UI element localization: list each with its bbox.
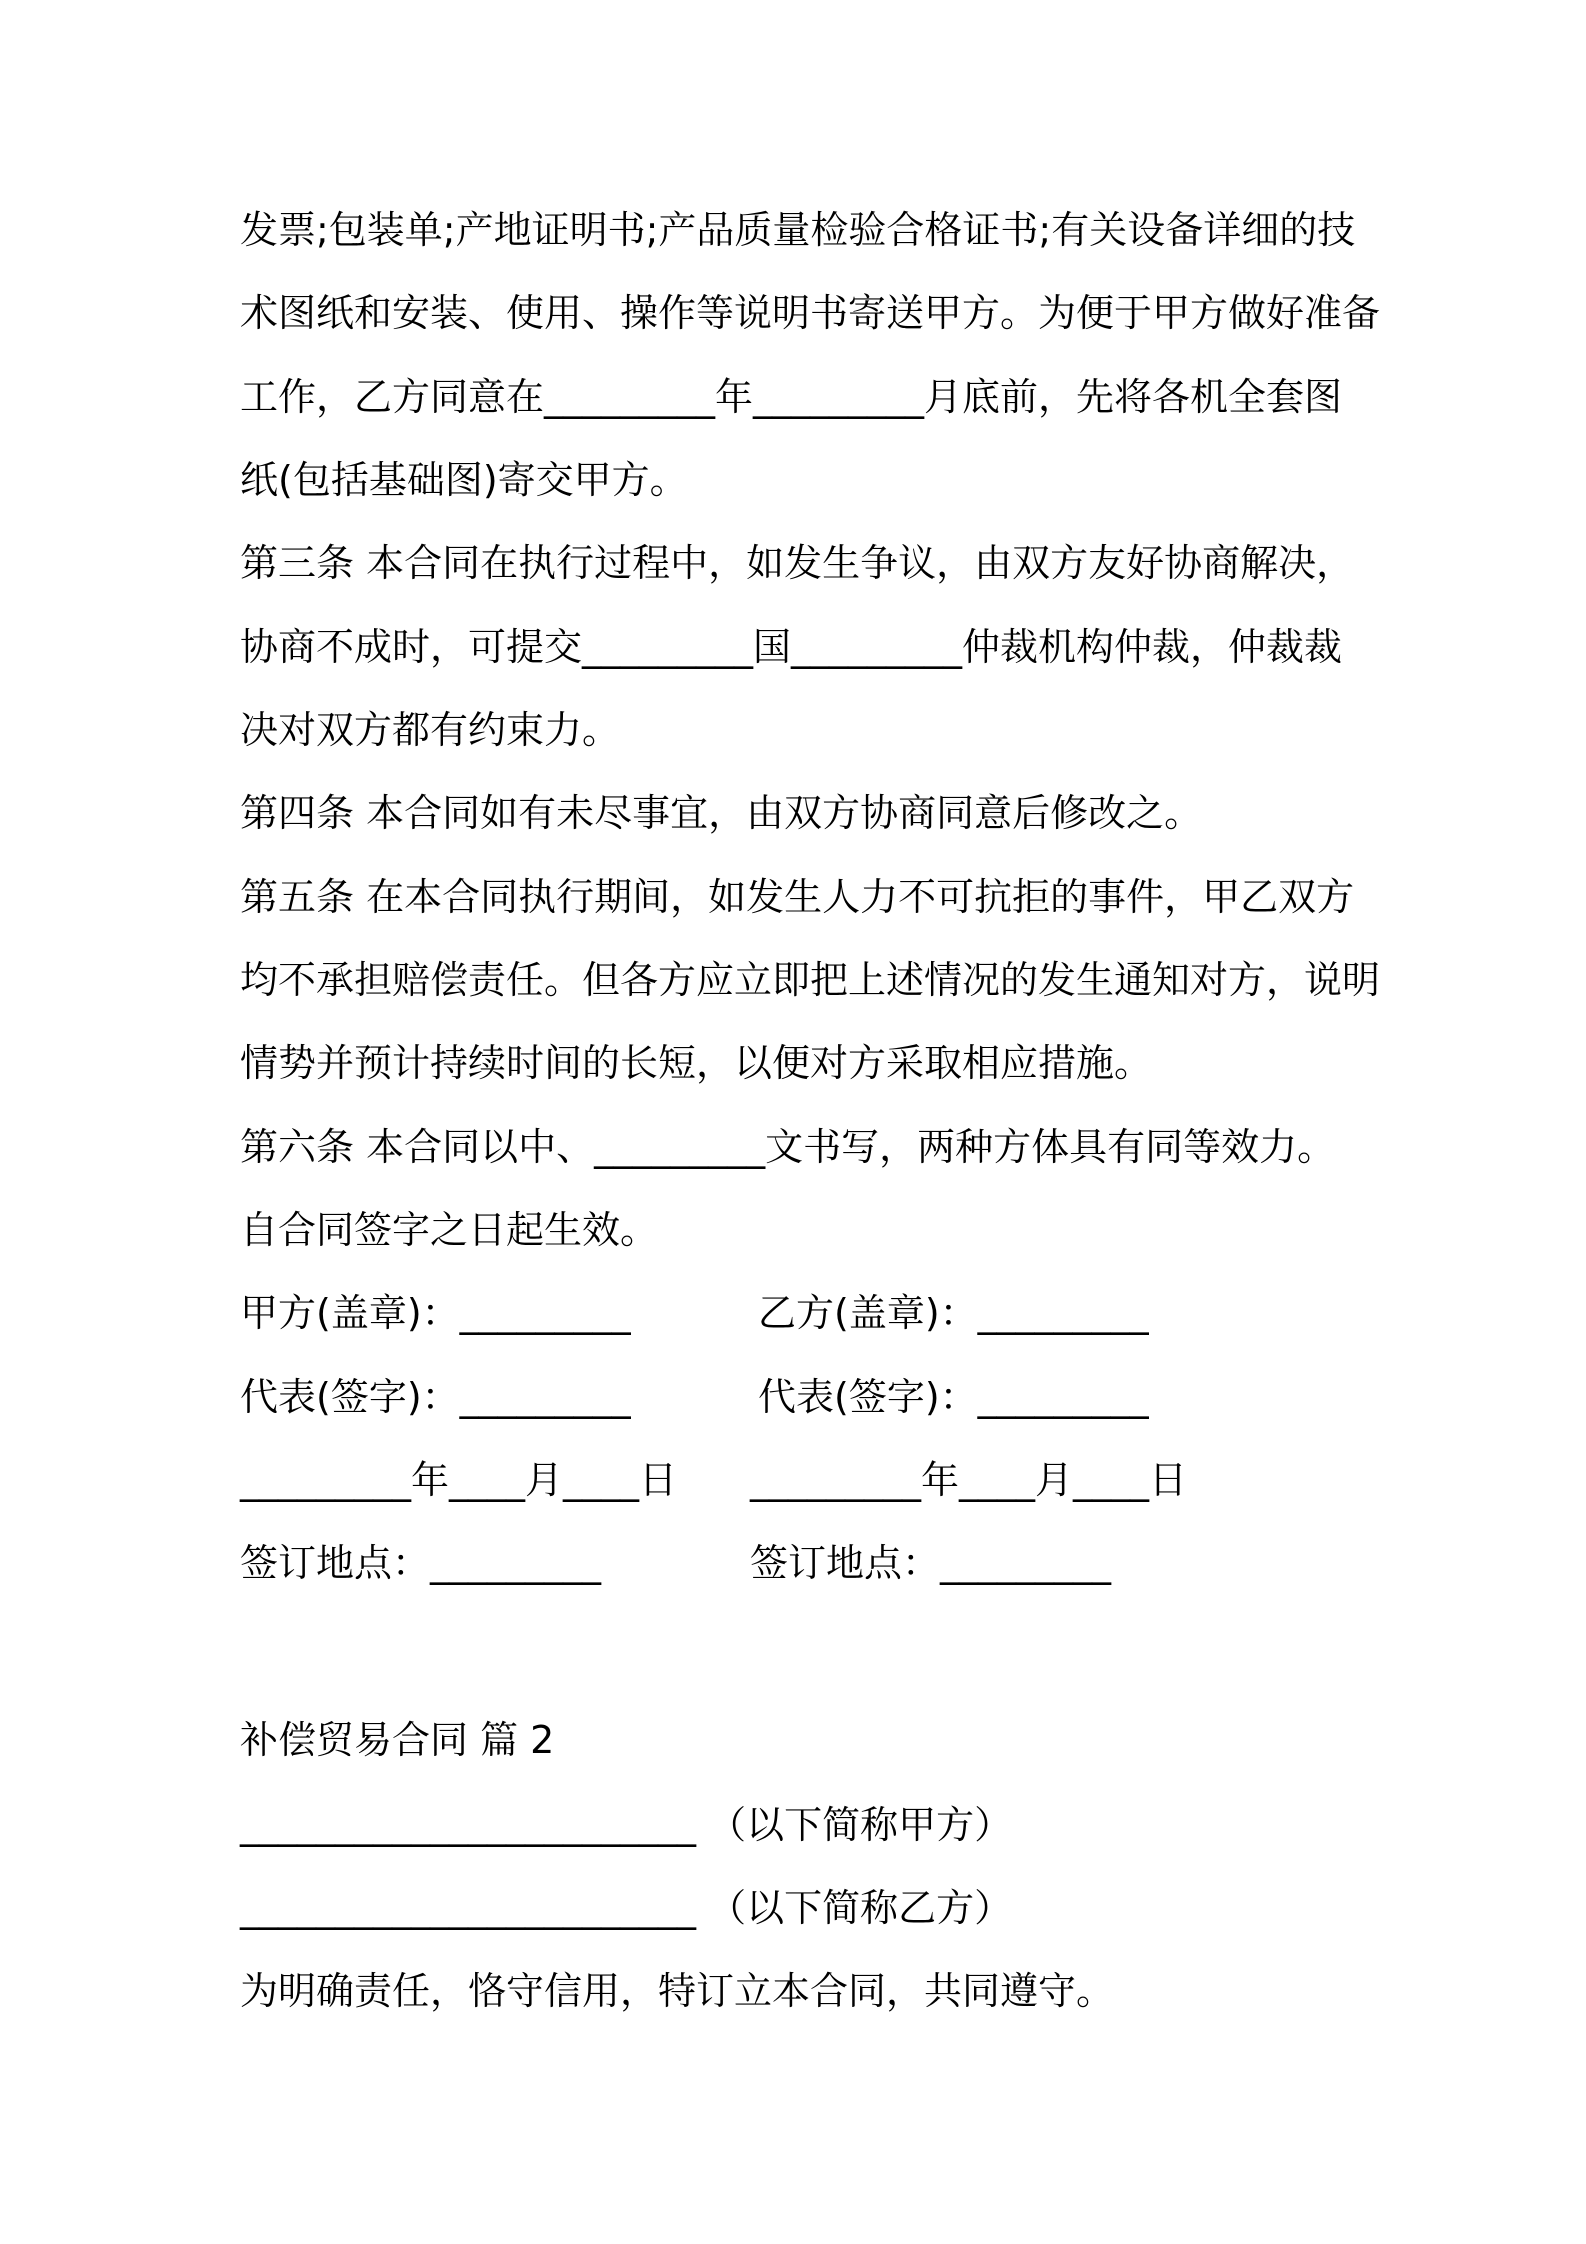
article-5: 第五条 在本合同执行期间，如发生人力不可抗拒的事件，甲乙双方 bbox=[240, 875, 1355, 919]
article-4: 第四条 本合同如有未尽事宜，由双方协商同意后修改之。 bbox=[240, 791, 1203, 835]
article-3: 第三条 本合同在执行过程中，如发生争议，由双方友好协商解决， bbox=[240, 541, 1355, 585]
contract-title: 补偿贸易合同 篇 2 bbox=[240, 1718, 555, 1762]
article-6: 第六条 本合同以中、_________文书写，两种方体具有同等效力。 bbox=[240, 1125, 1336, 1169]
representative-a: 代表(签字)：_________ bbox=[240, 1375, 631, 1419]
clause-text-line: 工作，乙方同意在_________年_________月底前，先将各机全套图 bbox=[240, 375, 1343, 419]
preamble: 为明确责任，恪守信用，特订立本合同，共同遵守。 bbox=[240, 1969, 1115, 2013]
signing-place-a: 签订地点：_________ bbox=[240, 1541, 602, 1585]
party-b-line: ________________________ （以下简称乙方） bbox=[240, 1886, 1013, 1930]
party-a-seal: 甲方(盖章)：_________ bbox=[240, 1291, 631, 1335]
article-6-text: 自合同签字之日起生效。 bbox=[240, 1208, 659, 1252]
article-5-text: 均不承担赔偿责任。但各方应立即把上述情况的发生通知对方，说明 bbox=[240, 958, 1381, 1002]
party-b-seal: 乙方(盖章)：_________ bbox=[758, 1291, 1149, 1335]
article-5-text: 情势并预计持续时间的长短，以便对方采取相应措施。 bbox=[240, 1041, 1153, 1085]
clause-text-line: 发票;包装单;产地证明书;产品质量检验合格证书;有关设备详细的技 bbox=[240, 208, 1356, 252]
signing-place-b: 签订地点：_________ bbox=[750, 1541, 1112, 1585]
article-3-text: 协商不成时，可提交_________国_________仲裁机构仲裁，仲裁裁 bbox=[240, 625, 1343, 669]
party-a-line: ________________________ （以下简称甲方） bbox=[240, 1803, 1013, 1847]
clause-text-line: 术图纸和安装、使用、操作等说明书寄送甲方。为便于甲方做好准备 bbox=[240, 291, 1381, 335]
signing-date-a: _________年____月____日 bbox=[240, 1458, 678, 1502]
clause-text-line: 纸(包括基础图)寄交甲方。 bbox=[240, 458, 688, 502]
representative-b: 代表(签字)：_________ bbox=[758, 1375, 1149, 1419]
signing-date-b: _________年____月____日 bbox=[750, 1458, 1188, 1502]
article-3-text: 决对双方都有约束力。 bbox=[240, 708, 621, 752]
